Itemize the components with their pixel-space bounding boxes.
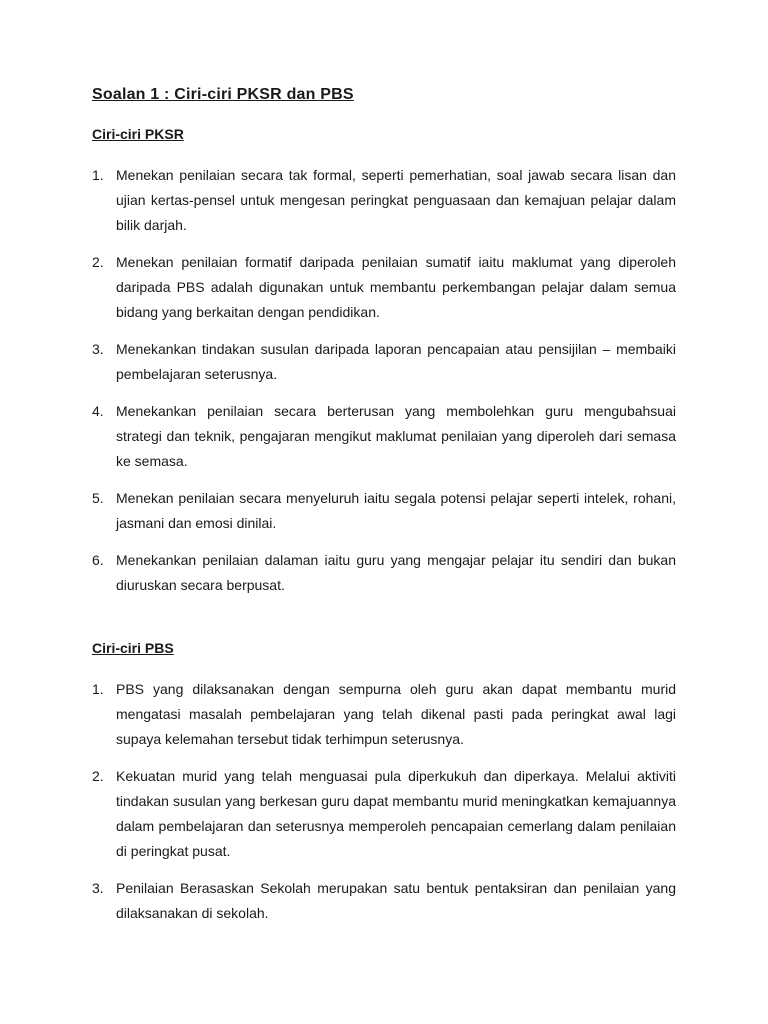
list-item: [92, 764, 676, 864]
item-text: Menekankan tindakan susulan daripada laporan pencapaian atau pensijilan – membaiki pembelajaran seterusnya.: [116, 341, 676, 382]
item-number: 2.: [92, 768, 104, 784]
section-heading-pksr: Ciri-ciri PKSR: [92, 126, 184, 142]
pbs-list: [92, 677, 676, 938]
item-text: Menekan penilaian formatif daripada penilaian sumatif iaitu maklumat yang diperoleh daripada PBS adalah digunakan untuk membantu perkembangan pelajar dalam semua bidang yang berkaitan dengan pendidikan.: [116, 254, 676, 320]
item-number: 5.: [92, 490, 104, 506]
item-text: Kekuatan murid yang telah menguasai pula diperkukuh dan diperkaya. Melalui aktiviti tindakan susulan yang berkesan guru dapat membantu murid meningkatkan kemajuannya dalam pembelajaran dan seterusnya memperoleh pencapaian cemerlang dalam penilaian di peringkat pusat.: [116, 768, 676, 859]
item-number: 1.: [92, 681, 104, 697]
document-title: Soalan 1 : Ciri-ciri PKSR dan PBS: [92, 86, 354, 103]
list-item: [92, 548, 676, 598]
item-text: Penilaian Berasaskan Sekolah merupakan satu bentuk pentaksiran dan penilaian yang dilaksanakan di sekolah.: [116, 880, 676, 921]
item-number: 2.: [92, 254, 104, 270]
list-item: [92, 250, 676, 325]
item-text: Menekan penilaian secara tak formal, seperti pemerhatian, soal jawab secara lisan dan ujian kertas-pensel untuk mengesan peringkat penguasaan dan kemajuan pelajar dalam bilik darjah.: [116, 167, 676, 233]
item-number: 3.: [92, 341, 104, 357]
list-item: [92, 677, 676, 752]
item-number: 6.: [92, 552, 104, 568]
list-item: [92, 876, 676, 926]
list-item: [92, 163, 676, 238]
item-text: PBS yang dilaksanakan dengan sempurna oleh guru akan dapat membantu murid mengatasi masalah pembelajaran yang telah dikenal pasti pada peringkat awal lagi supaya kelemahan tersebut tidak terhimpun seterusnya.: [116, 681, 676, 747]
section-heading-pbs: Ciri-ciri PBS: [92, 640, 174, 656]
item-text: Menekan penilaian secara menyeluruh iaitu segala potensi pelajar seperti intelek, rohani, jasmani dan emosi dinilai.: [116, 490, 676, 531]
list-item: [92, 337, 676, 387]
pksr-list: [92, 163, 676, 610]
item-text: Menekankan penilaian secara berterusan yang membolehkan guru mengubahsuai strategi dan teknik, pengajaran mengikut maklumat penilaian yang diperoleh dari semasa ke semasa.: [116, 403, 676, 469]
list-item: [92, 486, 676, 536]
item-number: 3.: [92, 880, 104, 896]
item-text: Menekankan penilaian dalaman iaitu guru yang mengajar pelajar itu sendiri dan bukan diuruskan secara berpusat.: [116, 552, 676, 593]
item-number: 4.: [92, 403, 104, 419]
item-number: 1.: [92, 167, 104, 183]
list-item: [92, 399, 676, 474]
